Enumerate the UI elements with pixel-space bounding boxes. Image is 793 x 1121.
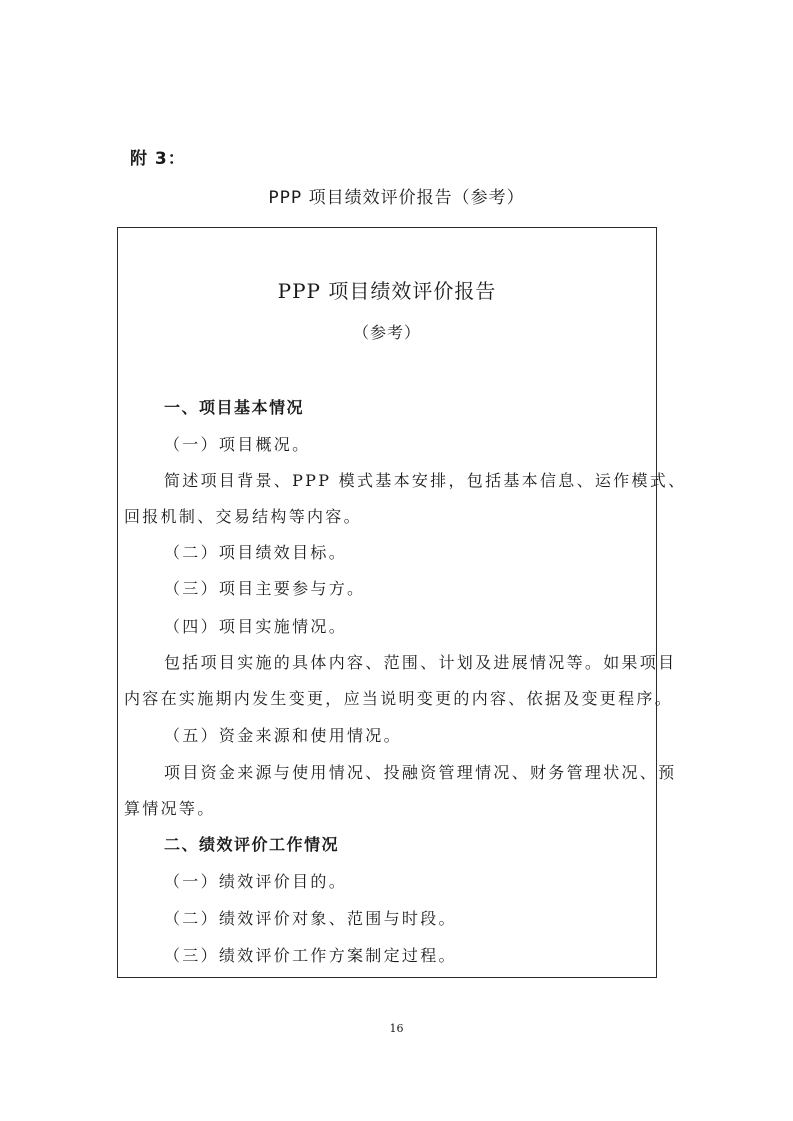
paragraph-line: 简述项目背景、PPP 模式基本安排，包括基本信息、运作模式、 [164, 471, 687, 490]
paragraph-line: 项目资金来源与使用情况、投融资管理情况、财务管理状况、预 [164, 763, 677, 782]
paragraph-line: 包括项目实施的具体内容、范围、计划及进展情况等。如果项目 [164, 653, 677, 672]
subsection-implementation: （四）项目实施情况。 [164, 617, 348, 636]
report-subtitle: （参考） [352, 323, 421, 342]
subsection-evaluation-scope: （二）绩效评价对象、范围与时段。 [164, 909, 457, 928]
page-number: 16 [389, 1022, 404, 1035]
paragraph-line: 算情况等。 [124, 799, 216, 818]
subsection-evaluation-purpose: （一）绩效评价目的。 [164, 872, 348, 891]
report-template-box [117, 227, 687, 978]
subsection-evaluation-plan: （三）绩效评价工作方案制定过程。 [164, 946, 457, 965]
subsection-project-overview: （一）项目概况。 [164, 435, 311, 454]
subsection-funding: （五）资金来源和使用情况。 [164, 726, 402, 745]
report-title: PPP 项目绩效评价报告 [277, 279, 497, 303]
section-heading-evaluation-work: 二、绩效评价工作情况 [164, 835, 340, 854]
subsection-main-participants: （三）项目主要参与方。 [164, 579, 366, 598]
section-heading-basic-info: 一、项目基本情况 [164, 398, 305, 417]
attachment-label: 附 3： [130, 149, 186, 169]
document-heading: PPP 项目绩效评价报告（参考） [268, 188, 525, 208]
paragraph-line: 回报机制、交易结构等内容。 [124, 507, 362, 526]
paragraph-line: 内容在实施期内发生变更，应当说明变更的内容、依据及变更程序。 [124, 689, 674, 708]
subsection-performance-goals: （二）项目绩效目标。 [164, 543, 348, 562]
